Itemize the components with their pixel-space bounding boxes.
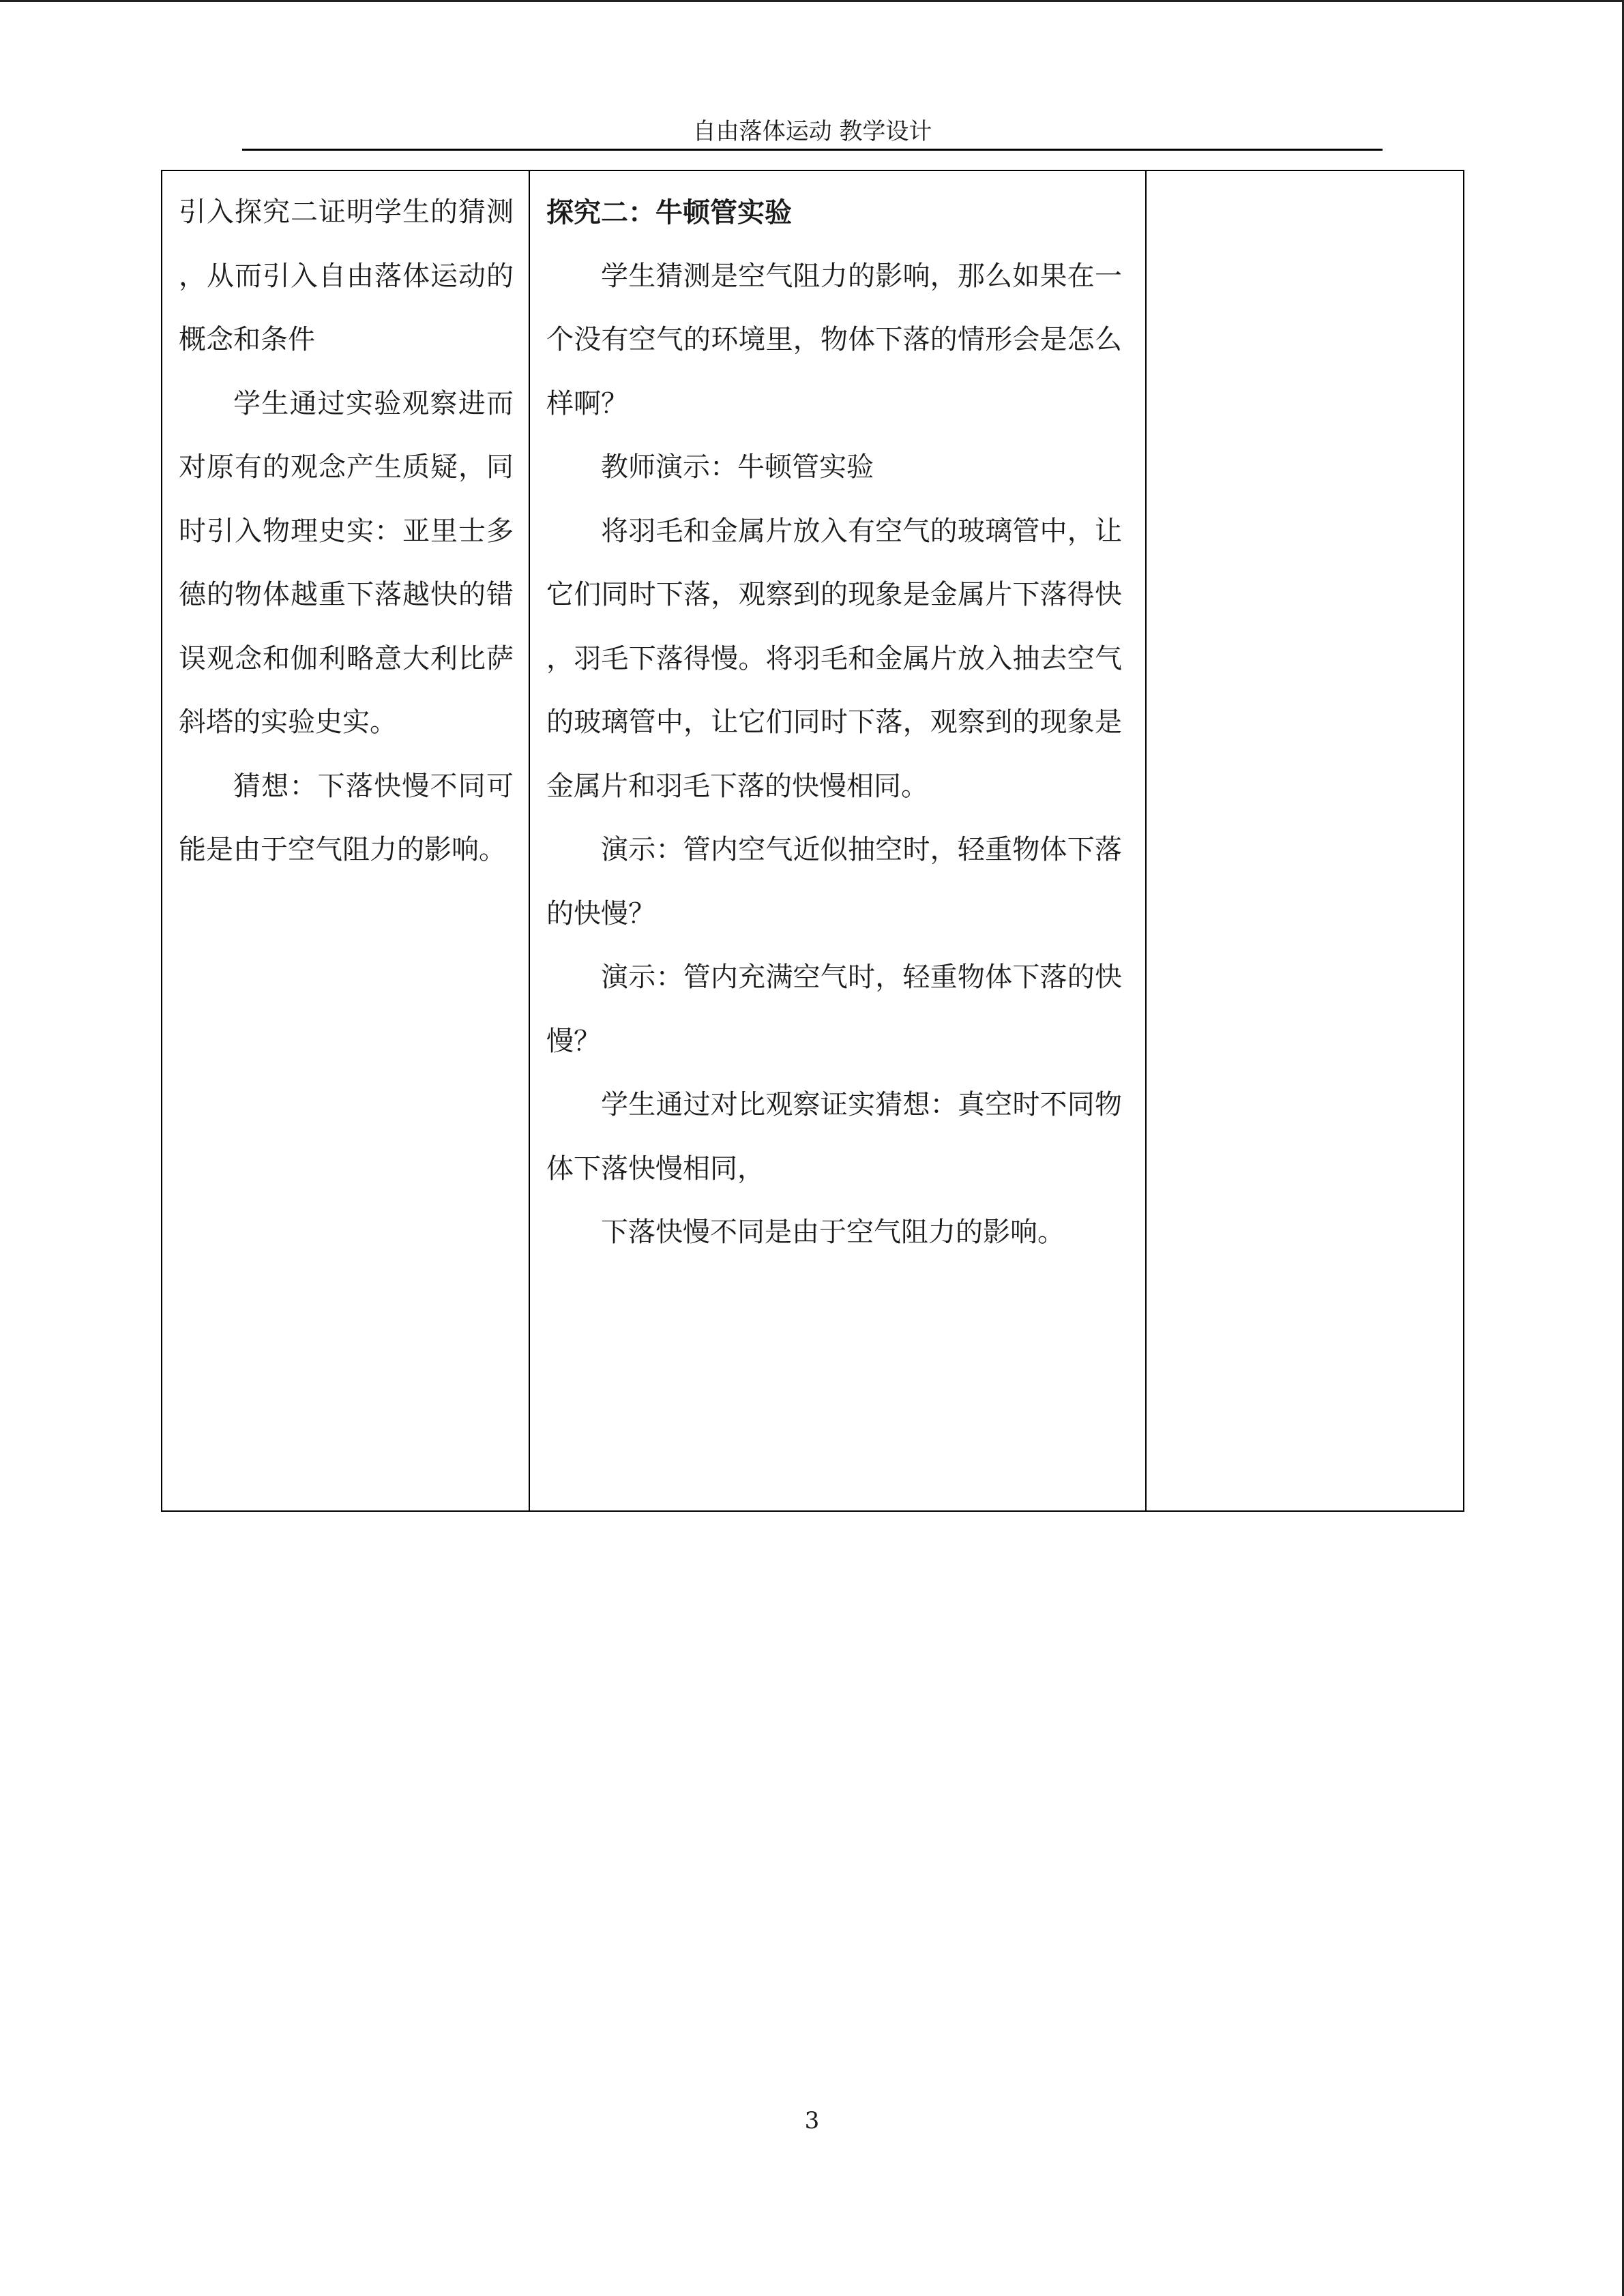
process-paragraph-2: 教师演示：牛顿管实验	[601, 451, 874, 483]
left-paragraph-1: 引入探究二证明学生的猜测，从而引入自由落体运动的概念和条件	[179, 196, 514, 355]
process-paragraph-7: 下落快慢不同是由于空气阻力的影响。	[601, 1217, 1065, 1248]
process-paragraph-6: 学生通过对比观察证实猜想：真空时不同物体下落快慢相同，	[546, 1089, 1122, 1184]
section-title: 探究二：牛顿管实验	[546, 196, 792, 228]
process-paragraph-1: 学生猜测是空气阻力的影响，那么如果在一个没有空气的环境里，物体下落的情形会是怎么样啊？	[546, 260, 1122, 419]
process-paragraph-4: 演示：管内空气近似抽空时，轻重物体下落的快慢？	[546, 834, 1122, 929]
page-border-top	[0, 0, 1624, 2]
lesson-design-table	[161, 170, 1464, 1512]
left-paragraph-2: 学生通过实验观察进而对原有的观念产生质疑，同时引入物理史实：亚里士多德的物体越重下落越快的错误观念和伽利略意大利比萨斜塔的实验史实。	[179, 387, 514, 738]
running-header: 自由落体运动 教学设计	[692, 118, 932, 145]
process-paragraph-5: 演示：管内充满空气时，轻重物体下落的快慢？	[546, 961, 1122, 1057]
design-intent-column	[162, 171, 530, 1510]
page-number: 3	[804, 2107, 820, 2134]
header-rule	[242, 149, 1383, 151]
teaching-process-column	[530, 171, 1147, 1510]
left-paragraph-3: 猜想：下落快慢不同可能是由于空气阻力的影响。	[179, 770, 514, 865]
process-paragraph-3: 将羽毛和金属片放入有空气的玻璃管中，让它们同时下落，观察到的现象是金属片下落得快，羽毛下落得慢。将羽毛和金属片放入抽去空气的玻璃管中，让它们同时下落，观察到的现象是金属片和羽毛下落的快慢相同。	[546, 515, 1122, 802]
notes-column	[1147, 171, 1463, 1510]
